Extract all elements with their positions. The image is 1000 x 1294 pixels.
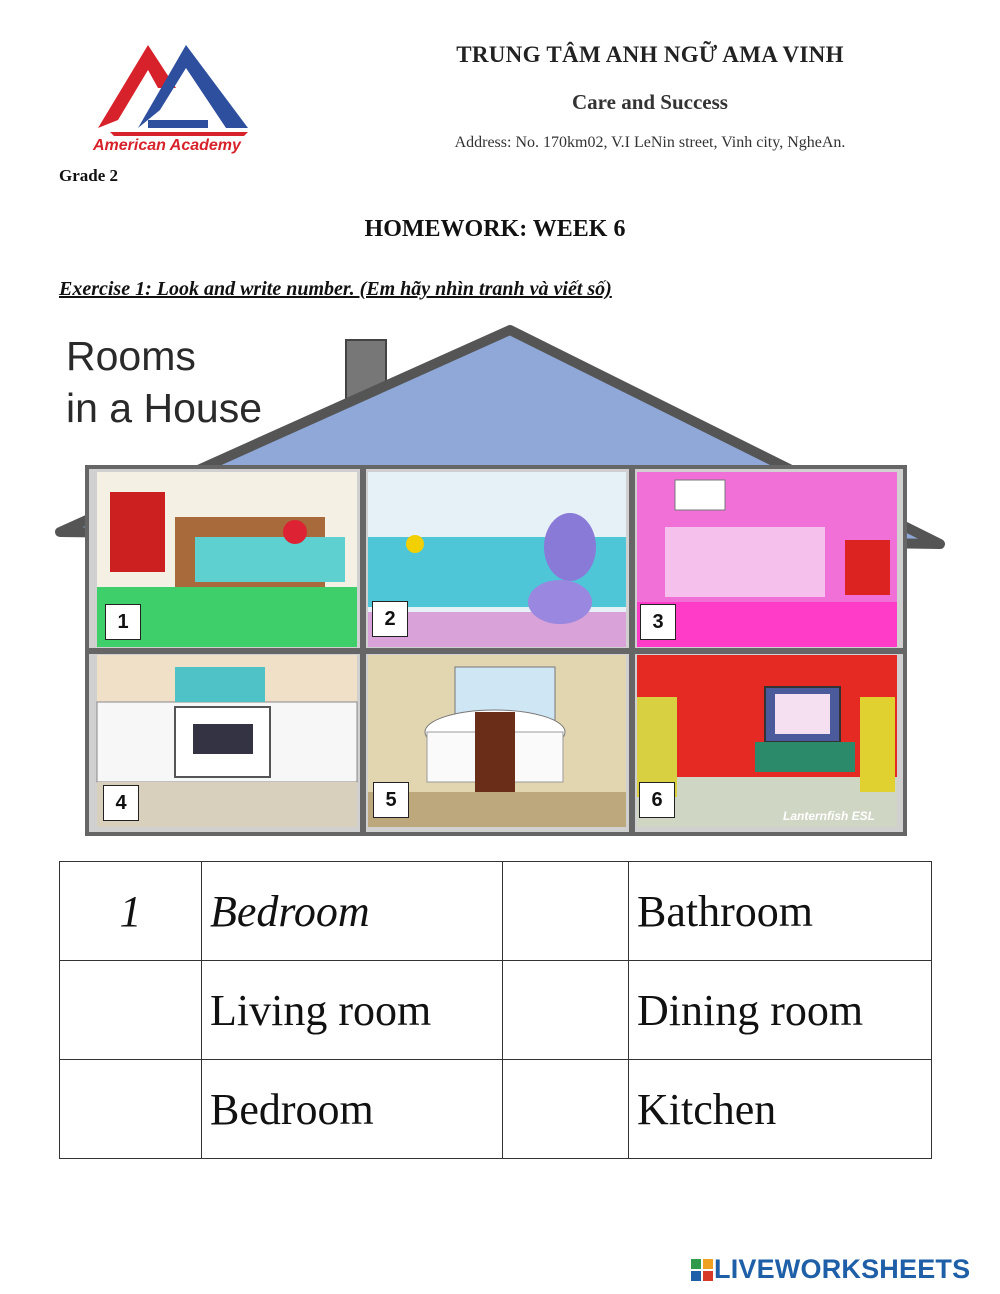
answer-input[interactable]: 1 — [60, 862, 202, 961]
answer-input[interactable] — [503, 1060, 629, 1159]
svg-text:American Academy: American Academy — [93, 137, 241, 154]
center-name: TRUNG TÂM ANH NGỮ AMA VINH — [456, 42, 844, 67]
room-living — [637, 655, 897, 827]
american-academy-logo — [88, 40, 263, 155]
grade-label: Grade 2 — [59, 166, 119, 185]
table-row — [60, 961, 932, 1060]
answer-table — [59, 861, 932, 1159]
room-number-2: 2 — [372, 601, 408, 637]
exercise-instruction: Exercise 1: Look and write number. (Em hãy nhìn tranh và viết số) — [59, 278, 612, 300]
answer-input[interactable] — [503, 961, 629, 1060]
room-number-5: 5 — [373, 782, 409, 818]
answer-input[interactable] — [60, 1060, 202, 1159]
illustration-signature: Lanternfish ESL — [783, 809, 876, 823]
room-word: Living room — [202, 961, 503, 1060]
room-word: Dining room — [629, 961, 932, 1060]
address: Address: No. 170km02, V.I LeNin street, Vinh city, NgheAn. — [454, 134, 846, 151]
room-number-3: 3 — [640, 604, 676, 640]
room-number-4: 4 — [103, 785, 139, 821]
liveworksheets-brand[interactable] — [690, 1254, 970, 1285]
answer-input[interactable] — [503, 862, 629, 961]
room-bedroom-2 — [637, 472, 897, 647]
slogan: Care and Success — [572, 90, 728, 114]
room-word: Kitchen — [629, 1060, 932, 1159]
liveworksheets-logo-icon — [690, 1258, 714, 1282]
room-word: Bathroom — [629, 862, 932, 961]
illustration-title: Rooms in a House — [66, 333, 263, 431]
room-word: Bedroom — [202, 1060, 503, 1159]
room-number-6: 6 — [639, 782, 675, 818]
room-word: Bedroom — [202, 862, 503, 961]
room-number-1: 1 — [105, 604, 141, 640]
table-row — [60, 862, 932, 961]
brand-name: LIVEWORKSHEETS — [714, 1254, 971, 1284]
answer-input[interactable] — [60, 961, 202, 1060]
table-row — [60, 1060, 932, 1159]
homework-title: HOMEWORK: WEEK 6 — [364, 216, 626, 242]
